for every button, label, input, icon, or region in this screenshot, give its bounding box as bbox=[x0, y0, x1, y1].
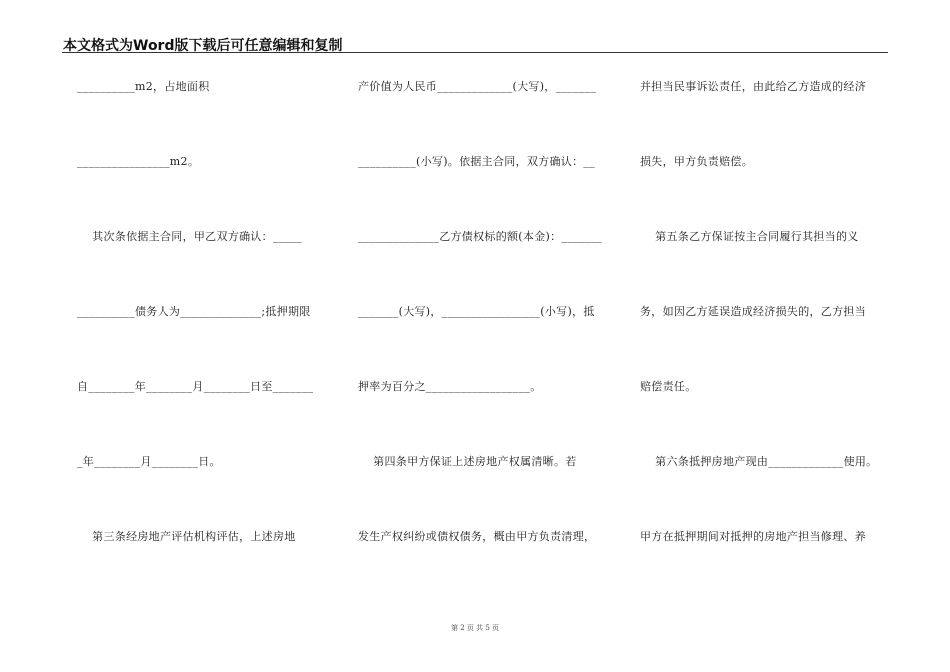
text-line: 并担当民事诉讼责任，由此给乙方造成的经济 bbox=[640, 80, 866, 93]
text-line: 押率为百分之__________________。 bbox=[358, 380, 542, 393]
text-column-1 bbox=[77, 0, 347, 672]
text-line: ________________m2。 bbox=[77, 155, 200, 168]
text-line: 自________年________月________日至_______ bbox=[77, 380, 314, 393]
text-line: 第六条抵押房地产现由_____________使用。 bbox=[640, 455, 878, 468]
page-number-footer: 第 2 页 共 5 页 bbox=[450, 624, 500, 632]
text-line: 第三条经房地产评估机构评估，上述房地 bbox=[77, 530, 296, 543]
text-line: _______(大写)，_________________(小写)，抵 bbox=[358, 305, 595, 318]
text-line: 务，如因乙方延误造成经济损失的，乙方担当 bbox=[640, 305, 866, 318]
text-line: ______________乙方债权标的额(本金)：_______ bbox=[358, 230, 602, 243]
text-line: 损失，甲方负责赔偿。 bbox=[640, 155, 753, 168]
text-line: 其次条依据主合同，甲乙双方确认：_____ bbox=[77, 230, 302, 243]
text-line: _年________月________日。 bbox=[77, 455, 221, 468]
text-column-3 bbox=[640, 0, 910, 672]
text-line: 第五条乙方保证按主合同履行其担当的义 bbox=[640, 230, 859, 243]
text-line: __________债务人为______________;抵押期限 bbox=[77, 305, 311, 318]
text-line: 发生产权纠纷或债权债务，概由甲方负责清理， bbox=[358, 530, 596, 543]
text-line: __________m2，占地面积 bbox=[77, 80, 210, 93]
text-line: 甲方在抵押期间对抵押的房地产担当修理、养 bbox=[640, 530, 866, 543]
text-line: 产价值为人民币_____________(大写)，_______ bbox=[358, 80, 597, 93]
text-column-2 bbox=[358, 0, 628, 672]
document-header-title: 本文格式为Word版下载后可任意编辑和复制 bbox=[63, 38, 343, 54]
text-line: 第四条甲方保证上述房地产权属清晰。若 bbox=[358, 455, 577, 468]
text-line: __________(小写)。依据主合同，双方确认：__ bbox=[358, 155, 595, 168]
text-line: 赔偿责任。 bbox=[640, 380, 697, 393]
